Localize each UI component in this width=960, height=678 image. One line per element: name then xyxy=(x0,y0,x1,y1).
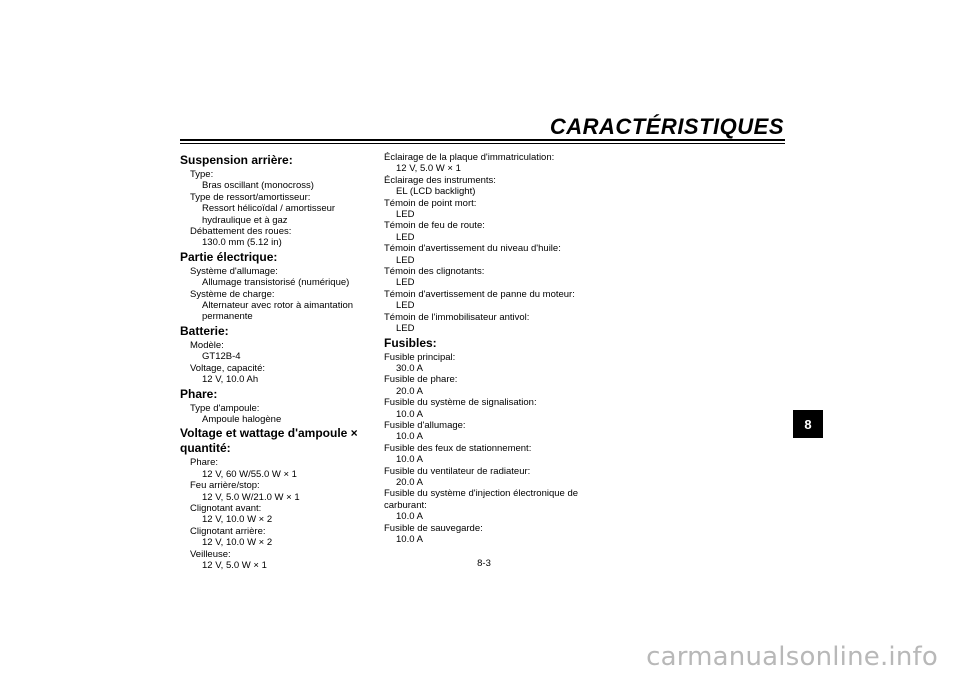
spec-value: EL (LCD backlight) xyxy=(396,186,476,198)
spec-label: Type de ressort/amortisseur: xyxy=(190,191,311,203)
spec-value: 12 V, 10.0 Ah xyxy=(202,374,259,386)
spec-value: 12 V, 5.0 W × 1 xyxy=(202,559,267,571)
chapter-tab-label: 8 xyxy=(804,416,812,432)
spec-label: Clignotant arrière: xyxy=(190,525,266,537)
spec-value: GT12B-4 xyxy=(202,351,241,363)
page-number: 8-3 xyxy=(477,558,491,569)
spec-value: Ampoule halogène xyxy=(202,413,282,425)
section-heading: Suspension arrière: xyxy=(180,153,293,167)
spec-value: LED xyxy=(396,300,415,312)
spec-label: Témoin de feu de route: xyxy=(384,220,485,232)
spec-label: Éclairage de la plaque d'immatriculation: xyxy=(384,152,555,163)
spec-label: Fusible des feux de stationnement: xyxy=(384,442,532,454)
spec-value: 20.0 A xyxy=(396,476,423,488)
spec-label: Type d'ampoule: xyxy=(190,402,260,414)
section-heading: Voltage et wattage d'ampoule × quantité: xyxy=(180,426,358,456)
spec-value: LED xyxy=(396,323,415,335)
spec-label: Témoin des clignotants: xyxy=(384,266,485,278)
spec-value: 30.0 A xyxy=(396,362,423,374)
spec-label: Débattement des roues: xyxy=(190,226,292,238)
spec-value: 12 V, 10.0 W × 2 xyxy=(202,537,273,549)
spec-value: 12 V, 10.0 W × 2 xyxy=(202,514,273,526)
spec-column-left xyxy=(180,152,380,571)
spec-label: Fusible du système d'injection électronique de xyxy=(384,488,579,500)
spec-label: Type: xyxy=(190,169,214,180)
spec-value: Ressort hélicoïdal / amortisseur xyxy=(202,203,336,215)
spec-value: Allumage transistorisé (numérique) xyxy=(202,277,350,289)
spec-value: 10.0 A xyxy=(396,408,423,420)
spec-label: Fusible de phare: xyxy=(384,374,458,386)
spec-value: LED xyxy=(396,231,415,243)
spec-value: Alternateur avec rotor à aimantation xyxy=(202,300,354,312)
spec-label: carburant: xyxy=(384,499,427,511)
spec-value: LED xyxy=(396,277,415,289)
section-heading: Phare: xyxy=(180,386,218,401)
spec-label: Témoin d'avertissement de panne du moteur: xyxy=(384,288,575,300)
spec-label: Clignotant avant: xyxy=(190,502,262,514)
header-rule-thin xyxy=(180,143,785,144)
spec-label: Veilleuse: xyxy=(190,548,231,560)
spec-label: Système d'allumage: xyxy=(190,265,278,277)
spec-value: 10.0 A xyxy=(396,454,423,466)
spec-label: Système de charge: xyxy=(190,288,275,300)
section-heading: Fusibles: xyxy=(384,335,437,350)
spec-value: LED xyxy=(396,254,415,266)
section-heading: Batterie: xyxy=(180,323,229,338)
section-heading: Partie électrique: xyxy=(180,249,278,264)
spec-value: 10.0 A xyxy=(396,534,423,545)
spec-label: Feu arrière/stop: xyxy=(190,480,260,492)
spec-label: Voltage, capacité: xyxy=(190,362,265,374)
spec-label: Fusible principal: xyxy=(384,351,456,363)
chapter-tab[interactable] xyxy=(793,410,823,438)
spec-value: 10.0 A xyxy=(396,431,423,443)
spec-value: 130.0 mm (5.12 in) xyxy=(202,237,282,249)
spec-label: Modèle: xyxy=(190,339,224,351)
spec-value: Bras oscillant (monocross) xyxy=(202,180,314,192)
page-title: CARACTÉRISTIQUES xyxy=(549,114,784,139)
spec-value: 12 V, 60 W/55.0 W × 1 xyxy=(202,468,297,480)
spec-value: 20.0 A xyxy=(396,385,423,397)
spec-label: Témoin d'avertissement du niveau d'huile: xyxy=(384,243,561,255)
spec-value: 12 V, 5.0 W × 1 xyxy=(396,163,461,175)
header-rule xyxy=(180,139,785,141)
spec-label: Fusible du ventilateur de radiateur: xyxy=(384,465,531,477)
spec-label: Témoin de l'immobilisateur antivol: xyxy=(384,311,530,323)
spec-value: 10.0 A xyxy=(396,511,423,523)
spec-value: permanente xyxy=(202,311,253,323)
watermark: carmanualsonline.info xyxy=(646,642,938,672)
spec-value: hydraulique et à gaz xyxy=(202,214,288,226)
spec-label: Phare: xyxy=(190,457,218,469)
spec-value: 12 V, 5.0 W/21.0 W × 1 xyxy=(202,491,300,503)
spec-column-right xyxy=(384,152,599,545)
spec-label: Témoin de point mort: xyxy=(384,197,477,209)
spec-label: Fusible du système de signalisation: xyxy=(384,397,537,409)
spec-label: Fusible d'allumage: xyxy=(384,419,466,431)
spec-label: Fusible de sauvegarde: xyxy=(384,522,483,534)
spec-label: Éclairage des instruments: xyxy=(384,174,496,186)
spec-value: LED xyxy=(396,209,415,221)
